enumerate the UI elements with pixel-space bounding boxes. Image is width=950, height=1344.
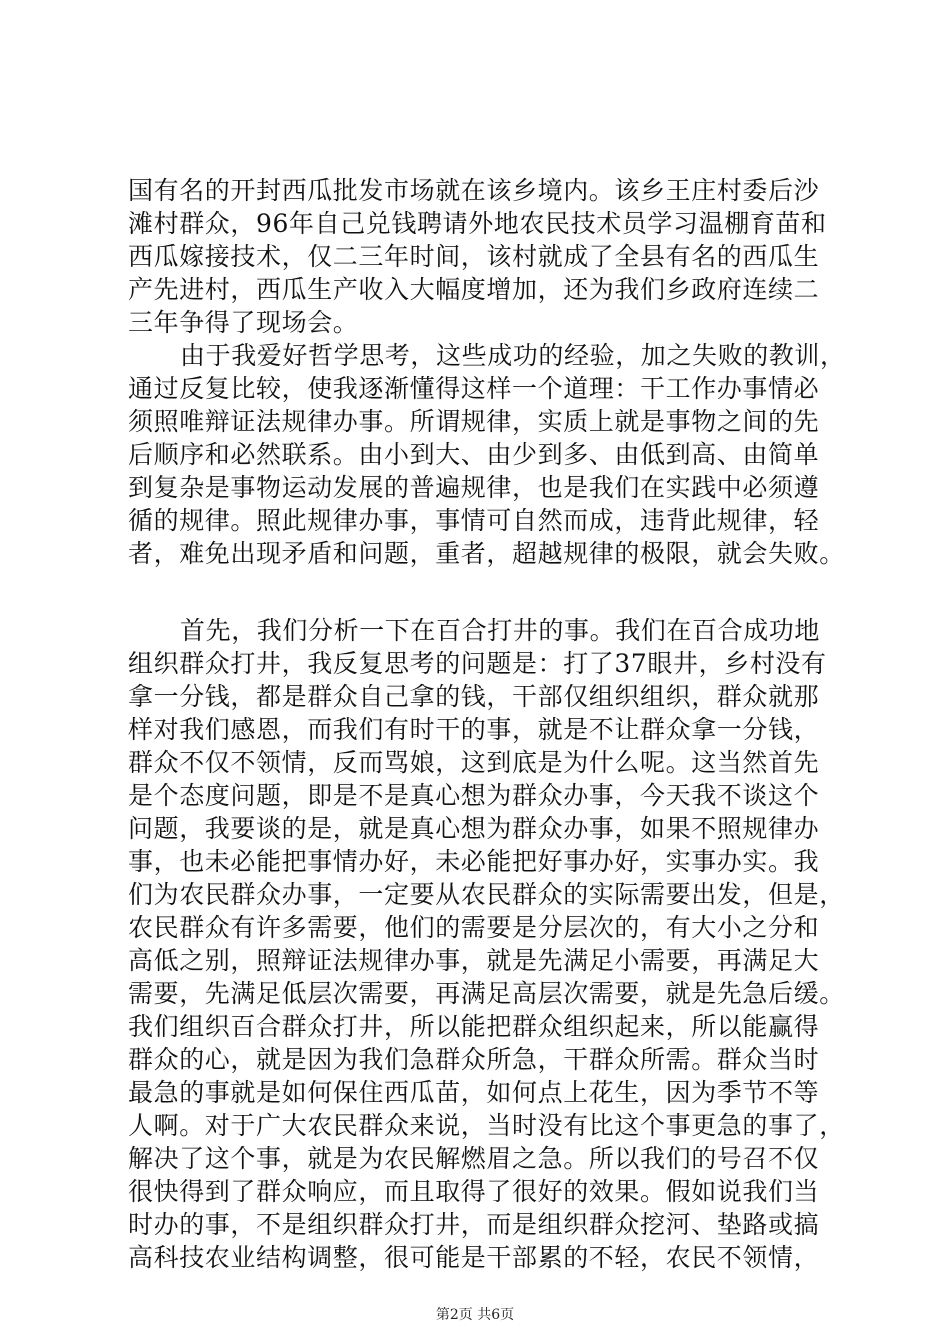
text-line: 通过反复比较，使我逐渐懂得这样一个道理：干工作办事情必 [128,374,820,403]
text-line: 拿一分钱，都是群众自己拿的钱，干部仅组织组织，群众就那 [128,682,820,711]
text-line: 三年争得了现场会。 [128,308,359,337]
text-line: 循的规律。照此规律办事，事情可自然而成，违背此规律，轻 [128,506,820,535]
text-line: 首先，我们分析一下在百合打井的事。我们在百合成功地 [180,616,821,645]
text-line: 群众不仅不领情，反而骂娘，这到底是为什么呢。这当然首先 [128,748,820,777]
text-line: 西瓜嫁接技术，仅二三年时间，该村就成了全县有名的西瓜生 [128,242,820,271]
text-line: 解决了这个事，就是为农民解燃眉之急。所以我们的号召不仅 [128,1144,820,1173]
text-line: 组织群众打井，我反复思考的问题是：打了37眼井，乡村没有 [128,649,827,678]
text-line: 国有名的开封西瓜批发市场就在该乡境内。该乡王庄村委后沙 [128,176,820,205]
text-line: 由于我爱好哲学思考，这些成功的经验，加之失败的教训， [180,341,846,370]
text-line: 高低之别，照辩证法规律办事，就是先满足小需要，再满足大 [128,946,820,975]
text-line: 者，难免出现矛盾和问题，重者，超越规律的极限，就会失败。 [128,539,845,568]
text-line: 时办的事，不是组织群众打井，而是组织群众挖河、垫路或搞 [128,1210,820,1239]
text-line: 最急的事就是如何保住西瓜苗，如何点上花生，因为季节不等 [128,1078,820,1107]
text-line: 问题，我要谈的是，就是真心想为群众办事，如果不照规律办 [128,814,820,843]
text-line: 事，也未必能把事情办好，未必能把好事办好，实事办实。我 [128,847,820,876]
text-line: 我们组织百合群众打井，所以能把群众组织起来，所以能赢得 [128,1012,820,1041]
text-line: 需要，先满足低层次需要，再满足高层次需要，就是先急后缓。 [128,979,845,1008]
paragraph-2 [128,339,846,570]
text-line: 高科技农业结构调整，很可能是干部累的不轻，农民不领情， [128,1243,820,1272]
text-line: 须照唯辩证法规律办事。所谓规律，实质上就是事物之间的先 [128,407,820,436]
text-line: 后顺序和必然联系。由小到大、由少到多、由低到高、由简单 [128,440,820,469]
text-line: 人啊。对于广大农民群众来说，当时没有比这个事更急的事了， [128,1111,845,1140]
paragraph-3 [128,614,845,1274]
page-footer [0,1306,950,1324]
page-number: 第2页 共6页 [435,1307,515,1323]
text-line: 是个态度问题，即是不是真心想为群众办事，今天我不谈这个 [128,781,820,810]
document-body [128,174,846,1274]
text-line: 到复杂是事物运动发展的普遍规律，也是我们在实践中必须遵 [128,473,820,502]
paragraph-spacer [128,570,828,614]
text-line: 样对我们感恩，而我们有时干的事，就是不让群众拿一分钱， [128,715,820,744]
text-line: 群众的心，就是因为我们急群众所急，干群众所需。群众当时 [128,1045,820,1074]
text-line: 很快得到了群众响应，而且取得了很好的效果。假如说我们当 [128,1177,820,1206]
text-line: 们为农民群众办事，一定要从农民群众的实际需要出发，但是， [128,880,845,909]
text-line: 农民群众有许多需要，他们的需要是分层次的，有大小之分和 [128,913,820,942]
text-line: 滩村群众，96年自己兑钱聘请外地农民技术员学习温棚育苗和 [128,209,827,238]
text-line: 产先进村，西瓜生产收入大幅度增加，还为我们乡政府连续二 [128,275,820,304]
paragraph-1 [128,174,828,339]
